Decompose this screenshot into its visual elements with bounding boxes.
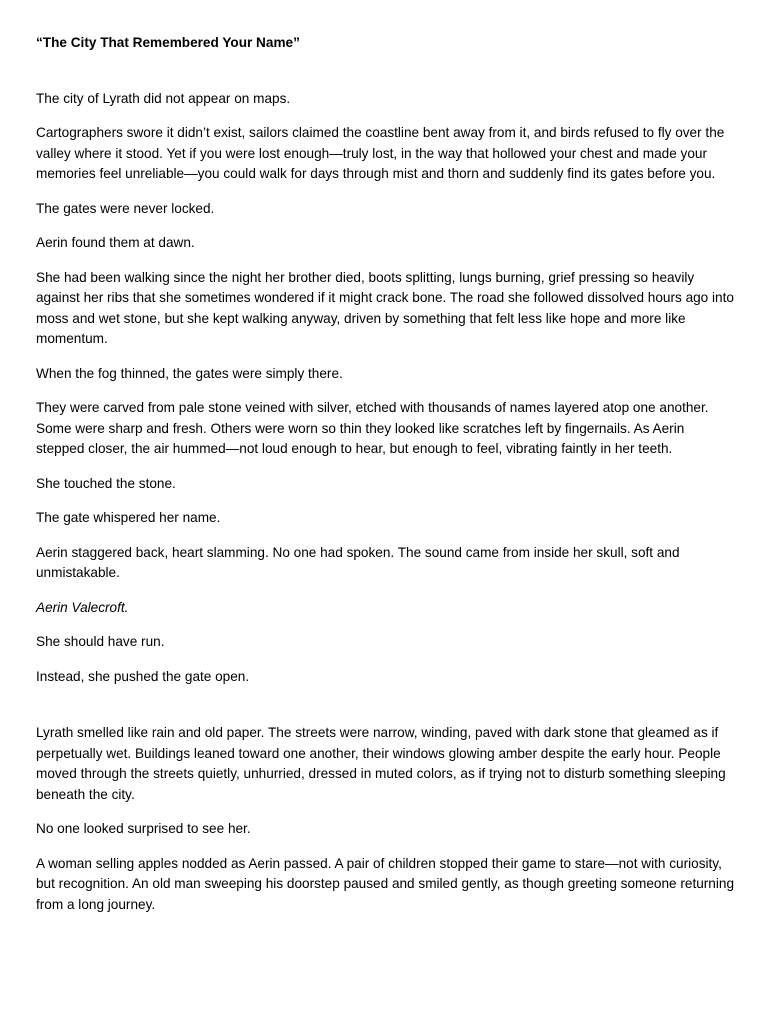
document-page [36, 33, 736, 929]
paragraph-gates-description: They were carved from pale stone veined with silver, etched with thousands of names layered atop one another. Some were sharp and fresh. Others were worn so thin they looked like scratches left by fingernails. As Aerin stepped closer, the air hummed—not loud enough to hear, but enough to feel, vibrating faintly in her teeth. [36, 400, 709, 456]
paragraph-cartographers: Cartographers swore it didn’t exist, sailors claimed the coastline bent away from it, and birds refused to fly over the valley where it stood. Yet if you were lost enough—truly lost, in the way that hollowed your chest and made your memories feel unreliable—you could walk for days through mist and thorn and suddenly find its gates before you. [36, 125, 725, 181]
paragraph-aerin-dawn: Aerin found them at dawn. [36, 235, 195, 250]
paragraph-no-one-surprised: No one looked surprised to see her. [36, 821, 251, 836]
paragraph-walking: She had been walking since the night her brother died, boots splitting, lungs burning, grief pressing so heavily against her ribs that she sometimes wondered if it might crack bone. The road she followed dissolved hours ago into moss and wet stone, but she kept walking anyway, driven by something that felt less like hope and more like momentum. [36, 269, 734, 346]
paragraph-lyrath-smelled: Lyrath smelled like rain and old paper. The streets were narrow, winding, paved with dark stone that gleamed as if perpetually wet. Buildings leaned toward one another, their windows glowing amber despite the early hour. People moved through the streets quietly, unhurried, dressed in muted colors, as if trying not to disturb something sleeping beneath the city. [36, 725, 726, 802]
paragraph-fog-thinned: When the fog thinned, the gates were simply there. [36, 365, 343, 381]
paragraph-woman-apples: A woman selling apples nodded as Aerin passed. A pair of children stopped their game to stare—not with curiosity, but recognition. An old man sweeping his doorstep paused and smiled gently, as though greeting someone returning from a long journey. [36, 855, 735, 912]
paragraph-pushed-gate: Instead, she pushed the gate open. [36, 668, 250, 684]
document-title: “The City That Remembered Your Name” [36, 35, 300, 50]
paragraph-staggered: Aerin staggered back, heart slamming. No one had spoken. The sound came from inside her skull, soft and unmistakable. [36, 544, 680, 580]
paragraph-gates-unlocked: The gates were never locked. [36, 200, 215, 216]
paragraph-name-italic: Aerin Valecroft. [36, 599, 129, 615]
paragraph-intro: The city of Lyrath did not appear on maps. [36, 90, 291, 106]
paragraph-touched-stone: She touched the stone. [36, 475, 176, 491]
paragraph-gate-whispered: The gate whispered her name. [36, 510, 221, 525]
section-break [36, 701, 736, 723]
paragraph-should-have-run: She should have run. [36, 634, 165, 649]
